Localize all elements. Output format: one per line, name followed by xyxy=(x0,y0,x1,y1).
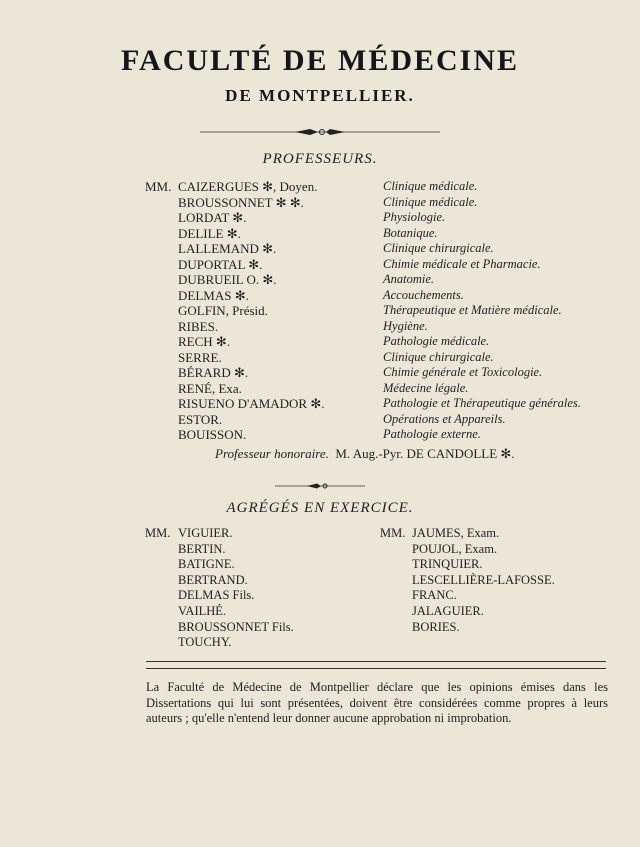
agreges-right-column xyxy=(412,526,555,635)
agreges-left-column xyxy=(178,526,294,651)
agrege-name: VIGUIER. xyxy=(178,526,233,540)
professor-name: SERRE. xyxy=(178,349,222,365)
professor-chair: Chimie générale et Toxicologie. xyxy=(383,365,543,379)
agrege-name: JALAGUIER. xyxy=(412,603,484,618)
professor-chair: Botanique. xyxy=(383,225,438,240)
agrege-name: VAILHÉ. xyxy=(178,603,227,618)
professors-heading: PROFESSEURS. xyxy=(262,151,378,167)
professor-name: BROUSSONNET ✻ ✻. xyxy=(178,194,304,210)
agrege-name: LESCELLIÈRE-LAFOSSE. xyxy=(412,572,555,587)
professor-name: RIBES. xyxy=(178,318,219,334)
professor-chair: Accouchements. xyxy=(383,287,464,302)
agrege-name: FRANC. xyxy=(412,588,457,603)
professor-name: BOUISSON. xyxy=(178,427,247,442)
agrege-name: JAUMES, Exam. xyxy=(412,526,500,540)
agrege-name: BERTIN. xyxy=(178,541,226,556)
double-rule xyxy=(146,661,606,669)
agrege-name: DELMAS Fils. xyxy=(178,588,255,603)
professor-chair: Médecine légale. xyxy=(383,380,469,395)
professor-name: LORDAT ✻. xyxy=(178,210,247,225)
professor-name: DUPORTAL ✻. xyxy=(178,256,263,272)
honorary-professor xyxy=(215,446,515,462)
professors-prefix: MM. xyxy=(145,179,172,194)
honorary-name: M. Aug.-Pyr. DE CANDOLLE ✻. xyxy=(335,446,515,461)
professor-chair: Pathologie externe. xyxy=(383,427,481,441)
professor-chair: Clinique médicale. xyxy=(383,194,478,209)
agrege-name: BERTRAND. xyxy=(178,572,248,587)
professor-name: DUBRUEIL O. ✻. xyxy=(178,272,277,287)
agreges-heading: AGRÉGÉS EN EXERCICE. xyxy=(226,500,414,516)
professor-chair: Opérations et Appareils. xyxy=(383,411,506,426)
professor-chair: Clinique médicale. xyxy=(383,179,478,193)
professor-chair: Hygiène. xyxy=(383,318,428,333)
professor-name: DELMAS ✻. xyxy=(178,287,249,303)
professor-name: RISUENO D'AMADOR ✻. xyxy=(178,396,325,411)
professor-name: CAIZERGUES ✻, Doyen. xyxy=(178,179,318,194)
professor-chair: Clinique chirurgicale. xyxy=(383,241,494,255)
professor-chair: Physiologie. xyxy=(383,210,446,224)
honorary-label: Professeur honoraire. xyxy=(215,446,329,461)
agrege-name: BROUSSONNET Fils. xyxy=(178,619,294,634)
professor-name: BÉRARD ✻. xyxy=(178,365,249,380)
agrege-name: TRINQUIER. xyxy=(412,557,483,572)
ornament-divider xyxy=(0,124,640,142)
professor-name: LALLEMAND ✻. xyxy=(178,241,277,256)
professor-chair: Anatomie. xyxy=(383,272,435,286)
agrege-name: BATIGNE. xyxy=(178,557,235,572)
professor-chair: Chimie médicale et Pharmacie. xyxy=(383,256,541,271)
professor-name: GOLFIN, Présid. xyxy=(178,303,268,318)
agrege-name: POUJOL, Exam. xyxy=(412,541,498,556)
professor-name: DELILE ✻. xyxy=(178,225,241,241)
professor-chair: Pathologie et Thérapeutique générales. xyxy=(383,396,581,410)
agreges-left-prefix: MM. xyxy=(145,526,171,540)
professor-name: RECH ✻. xyxy=(178,334,231,349)
professor-chair: Clinique chirurgicale. xyxy=(383,349,494,364)
professor-name: RENÉ, Exa. xyxy=(178,380,242,396)
page-title: FACULTÉ DE MÉDECINE xyxy=(120,44,520,77)
agreges-right-prefix: MM. xyxy=(380,526,406,540)
page-subtitle: DE MONTPELLIER. xyxy=(225,86,415,105)
ornament-small xyxy=(0,477,640,495)
professor-name: ESTOR. xyxy=(178,411,223,427)
disclaimer-notice: La Faculté de Médecine de Montpellier déclare que les opinions émises dans les Dissertations qui lui sont présentées, doivent être considérées comme propres à leurs auteurs ; qu'elle n'entend leur donner aucune approbation ni improbation. xyxy=(146,680,608,725)
agrege-name: TOUCHY. xyxy=(178,635,232,650)
professor-chair: Pathologie médicale. xyxy=(383,334,490,348)
agrege-name: BORIES. xyxy=(412,619,460,634)
professor-chair: Thérapeutique et Matière médicale. xyxy=(383,303,562,317)
